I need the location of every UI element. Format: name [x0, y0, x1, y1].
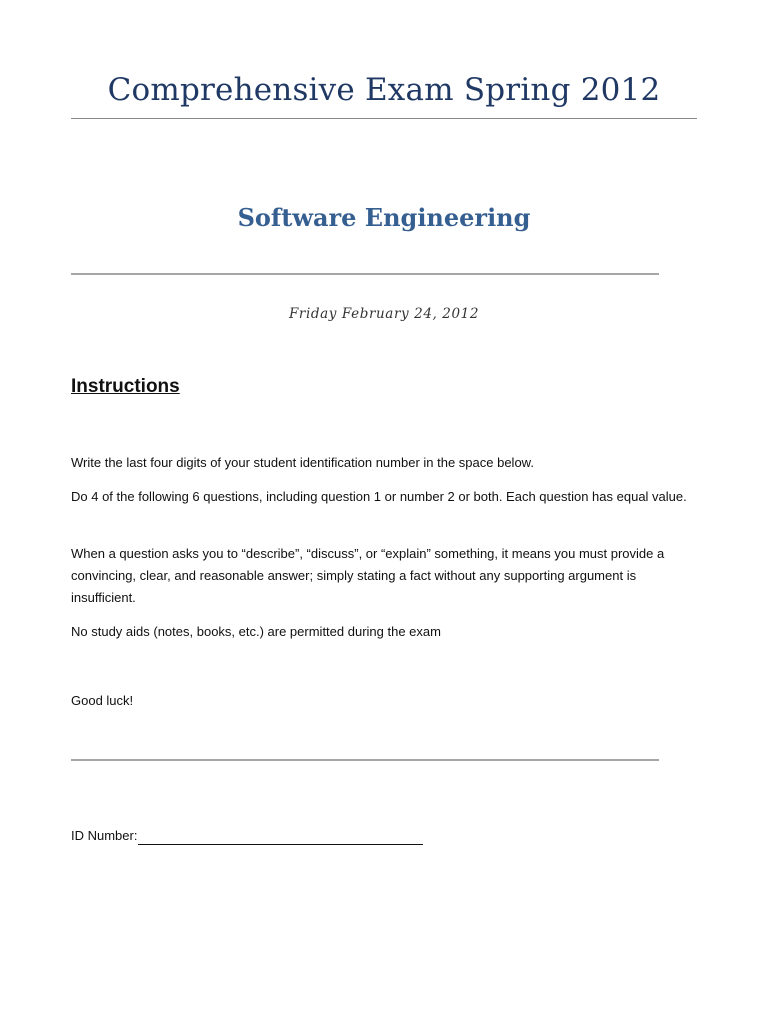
id-number-row [71, 827, 423, 845]
instruction-paragraph: Write the last four digits of your student identification number in the space below. [71, 455, 534, 470]
instructions-heading: Instructions [71, 376, 180, 397]
instruction-paragraph: When a question asks you to “describe”, “discuss”, or “explain” something, it means you must provide a convincing, clear, and reasonable answer; simply stating a fact without any supporting argument is insufficient. [71, 546, 665, 605]
instruction-paragraph: Do 4 of the following 6 questions, including question 1 or number 2 or both. Each question has equal value. [71, 489, 687, 504]
good-luck-text: Good luck! [71, 693, 134, 708]
title-divider [71, 118, 697, 119]
document-title: Comprehensive Exam Spring 2012 [107, 72, 661, 108]
id-number-label: ID Number: [71, 828, 138, 843]
instruction-paragraph: No study aids (notes, books, etc.) are permitted during the exam [71, 624, 441, 639]
section-divider-top [71, 273, 659, 275]
id-number-blank[interactable] [138, 829, 423, 845]
section-divider-bottom [71, 759, 659, 761]
exam-date: Friday February 24, 2012 [288, 306, 480, 322]
document-subtitle: Software Engineering [237, 203, 531, 232]
